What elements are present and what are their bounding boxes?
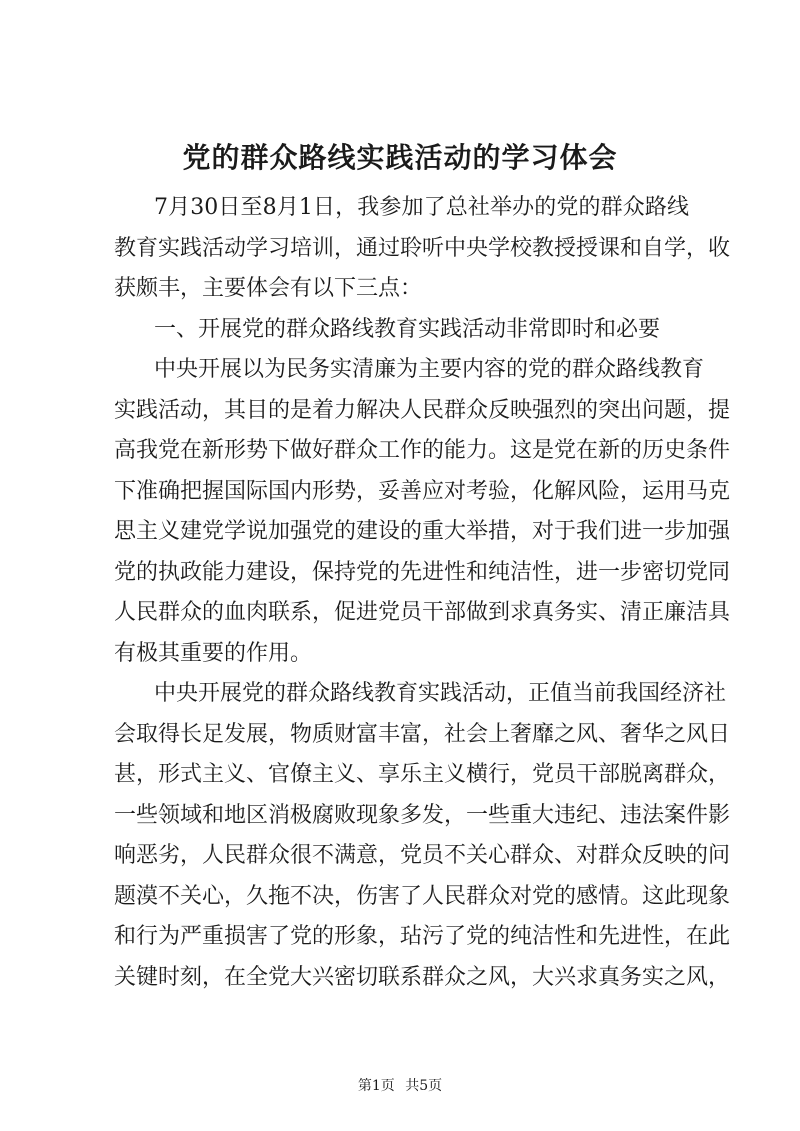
paragraph-line: 思主义建党学说加强党的建设的重大举措，对于我们进一步加强 — [114, 519, 731, 544]
paragraph-line: 中央开展党的群众路线教育实践活动，正值当前我国经济社 — [154, 681, 727, 706]
paragraph-line: 7月30日至8月1日，我参加了总社举办的党的群众路线 — [154, 195, 689, 220]
paragraph-line: 中央开展以为民务实清廉为主要内容的党的群众路线教育 — [154, 357, 705, 382]
paragraph-line: 党的执政能力建设，保持党的先进性和纯洁性，进一步密切党同 — [114, 559, 731, 585]
paragraph-line: 一些领域和地区消极腐败现象多发，一些重大违纪、违法案件影 — [114, 802, 731, 828]
document-body — [114, 188, 731, 998]
paragraph-line: 响恶劣，人民群众很不满意，党员不关心群众、对群众反映的问 — [114, 843, 731, 868]
paragraph-line: 甚，形式主义、官僚主义、享乐主义横行，党员干部脱离群众， — [114, 762, 731, 787]
section-heading: 一、开展党的群众路线教育实践活动非常即时和必要 — [154, 316, 661, 342]
page-number: 第1页 — [357, 1078, 395, 1094]
paragraph-line: 和行为严重损害了党的形象，玷污了党的纯洁性和先进性，在此 — [114, 924, 731, 949]
paragraph-line: 获颇丰，主要体会有以下三点： — [114, 276, 423, 301]
paragraph-line: 实践活动，其目的是着力解决人民群众反映强烈的突出问题，提 — [114, 397, 731, 423]
document-title: 党的群众路线实践活动的学习体会 — [182, 141, 618, 174]
paragraph-line: 有极其重要的作用。 — [114, 640, 313, 666]
paragraph-line: 关键时刻，在全党大兴密切联系群众之风，大兴求真务实之风， — [114, 964, 731, 990]
paragraph-line: 高我党在新形势下做好群众工作的能力。这是党在新的历史条件 — [114, 438, 731, 463]
paragraph-line: 会取得长足发展，物质财富丰富，社会上奢靡之风、奢华之风日 — [114, 721, 731, 747]
paragraph-line: 下准确把握国际国内形势，妥善应对考验，化解风险，运用马克 — [114, 478, 731, 504]
paragraph-line: 人民群众的血肉联系，促进党员干部做到求真务实、清正廉洁具 — [114, 600, 731, 625]
page-total: 共5页 — [405, 1078, 443, 1094]
paragraph-line: 教育实践活动学习培训，通过聆听中央学校教授授课和自学，收 — [114, 235, 731, 261]
paragraph-line: 题漠不关心，久拖不决，伤害了人民群众对党的感情。这此现象 — [114, 883, 731, 909]
page-footer — [0, 1076, 800, 1096]
